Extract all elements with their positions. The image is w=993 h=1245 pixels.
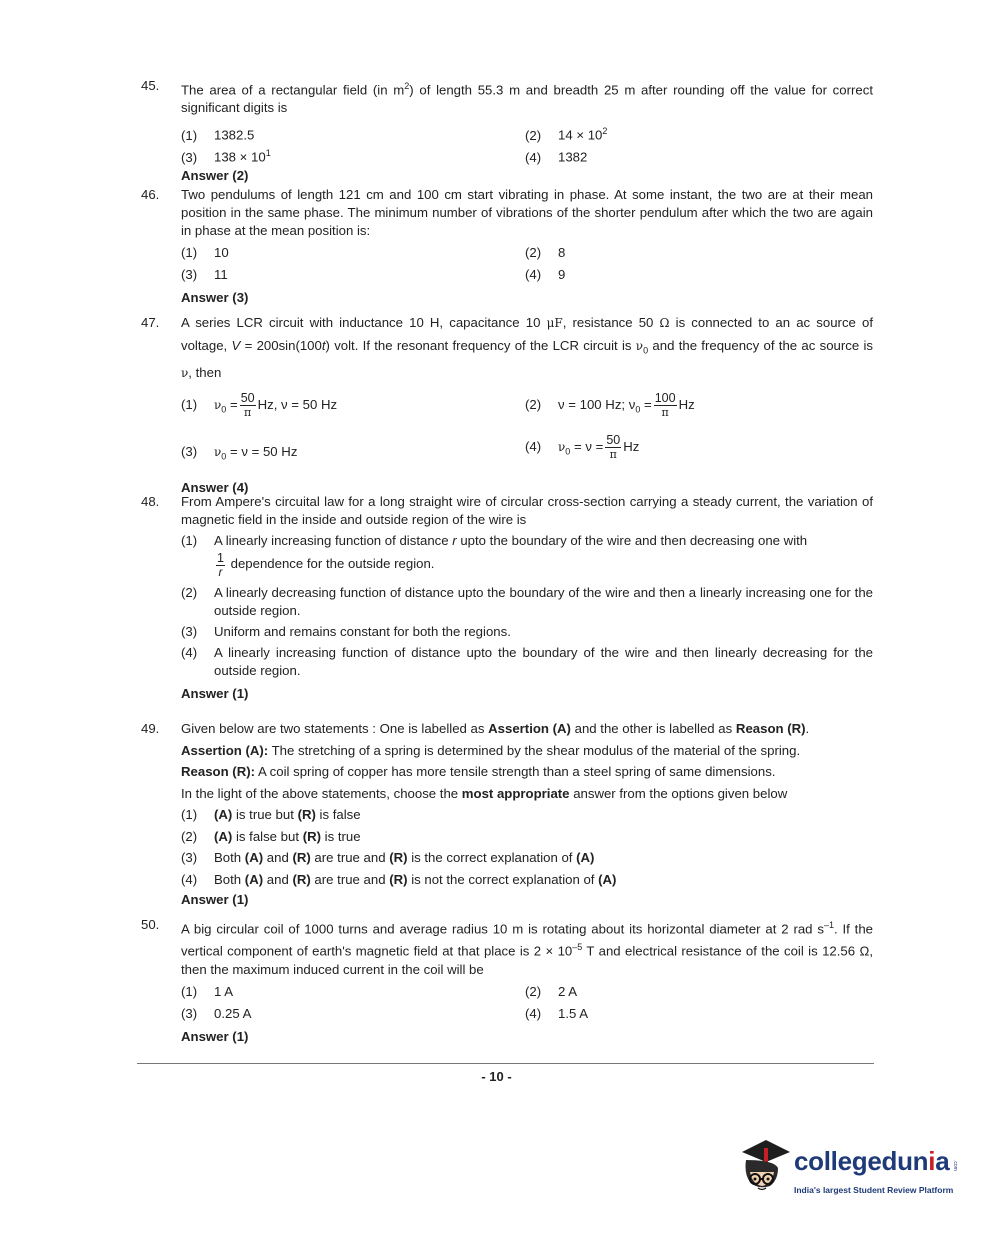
- question-stem: From Ampere's circuital law for a long straight wire of circular cross-section carrying a steady current, the variation of magnetic field in the inside and outside region of the wire is: [181, 494, 873, 527]
- fraction: $\frac{1}{r}$: [217, 551, 224, 579]
- question-number: 45.: [141, 78, 160, 93]
- answer: Answer (1): [181, 686, 249, 701]
- question-stem: Two pendulums of length 121 cm and 100 cm start vibrating in phase. At some instant, the two are at their mean position in the same phase. The minimum number of vibrations of the shorter pendulum after which the two are again in phase at the mean position is:: [181, 187, 873, 238]
- question-number: 48.: [141, 494, 160, 509]
- brand-domain: .com: [952, 1160, 958, 1171]
- page-number: - 10 -: [481, 1069, 512, 1084]
- option-2: (2) (A) is false but (R) is true: [181, 828, 361, 844]
- question-45: [141, 77, 873, 186]
- option-3: (3) Both (A) and (R) are true and (R) is the correct explanation of (A): [181, 850, 595, 865]
- fraction: $\frac{50}{\pi}$: [606, 433, 621, 462]
- option-1: (1) (A) is true but (R) is false: [181, 807, 361, 822]
- option-4: (4) Both (A) and (R) are true and (R) is not the correct explanation of (A): [181, 871, 617, 887]
- option-3: (3) 11: [181, 267, 228, 282]
- answer: Answer (1): [181, 1028, 249, 1044]
- reason: Reason (R): A coil spring of copper has more tensile strength than a steel spring of same dimensions.: [181, 764, 776, 779]
- answer: Answer (1): [181, 892, 249, 907]
- option-2: (2) 8: [525, 245, 566, 260]
- option-4: (4) 1.5 A: [525, 1005, 589, 1021]
- question-49: [141, 718, 873, 910]
- question-stem: A series LCR circuit with inductance 10 H, capacitance 10 μF, resistance 50 Ω is connected to an ac source of voltage, V = 200sin(100t) volt. If the resonant frequency of the LCR circuit is $\nu_0$ and the frequency of the ac source is ν, then: [181, 315, 874, 380]
- answer: Answer (4): [181, 480, 249, 496]
- question-number: 46.: [141, 187, 160, 202]
- answer: Answer (2): [181, 168, 249, 184]
- option-1: (1) 1382.5: [181, 127, 255, 143]
- brand-name: collegedunia: [794, 1146, 950, 1176]
- option-4: (4) $\nu_0 = \nu$ = $\frac{50}{\pi}$ Hz: [525, 433, 640, 462]
- option-2: (2) 2 A: [525, 983, 578, 999]
- question-46: [141, 186, 873, 308]
- option-4: (4) 1382: [525, 149, 588, 165]
- question-stem: A big circular coil of 1000 turns and average radius 10 m is rotating about its horizontal diameter at 2 rad $s^{-1}$. If the vertical component of earth's magnetic field at that place is $2 \times 10^{-5}$ T and electrical resistance of the coil is 12.56 Ω, then the maximum induced current in the coil will be: [181, 920, 874, 977]
- question-47: [141, 312, 873, 498]
- option-1: (1) 1 A: [181, 983, 234, 999]
- question-number: 47.: [141, 315, 160, 330]
- mascot-icon: [736, 1138, 792, 1208]
- question-stem: The area of a rectangular field (in $m^2$) of length 55.3 m and breadth 25 m after rounding off the value for correct significant digits is: [181, 81, 873, 116]
- question-50: [141, 916, 873, 1047]
- footer-divider: [137, 1063, 874, 1064]
- question-number: 50.: [141, 917, 160, 932]
- option-3: (3) $138 \times 10^1$: [181, 148, 271, 165]
- option-1: (1) $\nu_0$ = $\frac{50}{\pi}$ Hz, ν = 50 Hz: [181, 391, 338, 420]
- prompt: In the light of the above statements, choose the most appropriate answer from the options given below: [181, 785, 788, 801]
- question-number: 49.: [141, 721, 160, 736]
- question-48: [141, 493, 873, 704]
- collegedunia-logo: [736, 1138, 960, 1208]
- option-4: (4) A linearly increasing function of distance upto the boundary of the wire and then linearly decreasing for the outside region.: [181, 645, 873, 678]
- option-1: (1) A linearly increasing function of distance r upto the boundary of the wire and then decreasing one with $\frac{1}{r}$ dependence for the outside region.: [181, 533, 808, 579]
- assertion: Assertion (A): The stretching of a spring is determined by the shear modulus of the material of the spring.: [181, 742, 801, 758]
- fraction: $\frac{100}{\pi}$: [654, 391, 676, 420]
- option-1: (1) 10: [181, 245, 229, 260]
- option-2: (2) ν = 100 Hz; $\nu_0$ = $\frac{100}{\pi}$ Hz: [525, 391, 695, 420]
- option-3: (3) $\nu_0 = \nu = 50$ Hz: [181, 444, 298, 462]
- answer: Answer (3): [181, 290, 249, 305]
- option-2: (2) A linearly decreasing function of distance upto the boundary of the wire and then a linearly increasing one for the outside region.: [181, 585, 873, 618]
- brand-tagline: India's largest Student Review Platform: [794, 1185, 954, 1195]
- fraction: $\frac{50}{\pi}$: [240, 391, 255, 420]
- question-intro: Given below are two statements : One is labelled as Assertion (A) and the other is labelled as Reason (R).: [181, 721, 810, 736]
- option-3: (3) 0.25 A: [181, 1005, 252, 1021]
- option-2: (2) $14 \times 10^2$: [525, 126, 608, 143]
- option-4: (4) 9: [525, 267, 566, 282]
- option-3: (3) Uniform and remains constant for both the regions.: [181, 624, 511, 639]
